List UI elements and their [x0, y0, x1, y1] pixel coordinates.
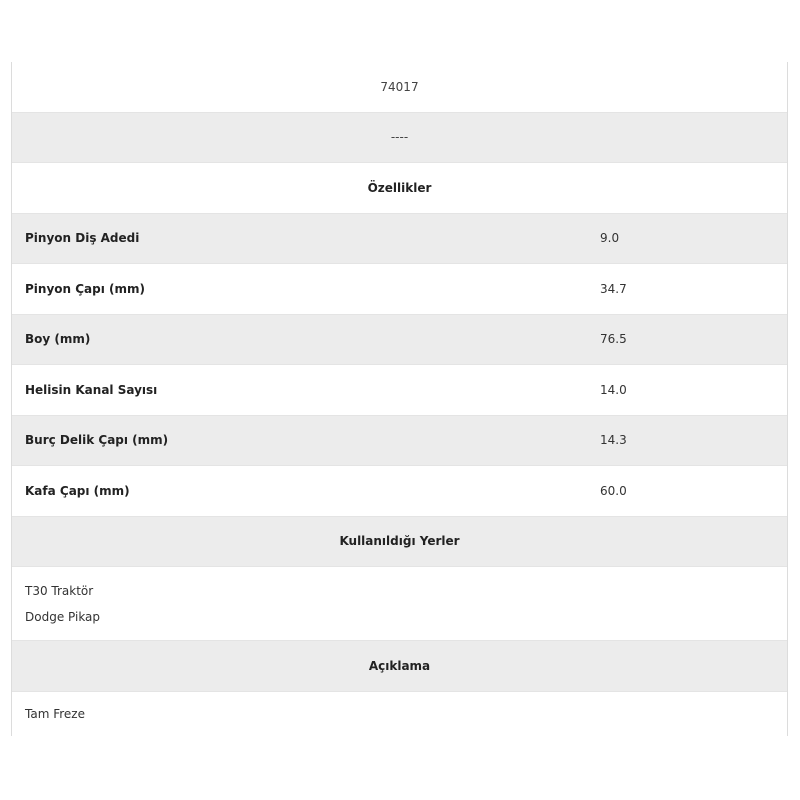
specs-heading: Özellikler [367, 180, 432, 195]
spec-label: Kafa Çapı (mm) [25, 483, 130, 498]
spec-value: 9.0 [600, 231, 620, 246]
spec-row [12, 466, 787, 517]
spec-label: Pinyon Diş Adedi [25, 231, 140, 246]
spec-value: 14.0 [600, 382, 627, 397]
spec-value: 60.0 [600, 483, 627, 498]
spec-value: 76.5 [600, 332, 627, 347]
product-code: 74017 [380, 79, 419, 94]
description-heading-row [12, 641, 787, 692]
spec-row [12, 264, 787, 315]
spec-row [12, 214, 787, 265]
spec-row [12, 416, 787, 467]
description-text: Tam Freze [25, 706, 85, 721]
spec-row [12, 315, 787, 366]
product-code-row [12, 62, 787, 113]
specs-heading-row [12, 163, 787, 214]
spec-value: 14.3 [600, 433, 627, 448]
spec-label: Boy (mm) [25, 332, 91, 347]
description-heading: Açıklama [368, 658, 431, 673]
spec-row [12, 365, 787, 416]
usage-heading: Kullanıldığı Yerler [339, 534, 460, 549]
spec-value: 34.7 [600, 281, 627, 296]
usage-heading-row [12, 517, 787, 568]
spec-label: Burç Delik Çapı (mm) [25, 433, 169, 448]
spec-label: Pinyon Çapı (mm) [25, 281, 145, 296]
placeholder-row [12, 113, 787, 164]
usage-item: Dodge Pikap [25, 609, 101, 624]
placeholder-text: ---- [390, 130, 409, 145]
usage-item: T30 Traktör [25, 583, 94, 598]
usage-list [12, 567, 787, 641]
product-details-table [11, 62, 788, 736]
spec-label: Helisin Kanal Sayısı [25, 382, 158, 397]
description-row [12, 692, 787, 736]
